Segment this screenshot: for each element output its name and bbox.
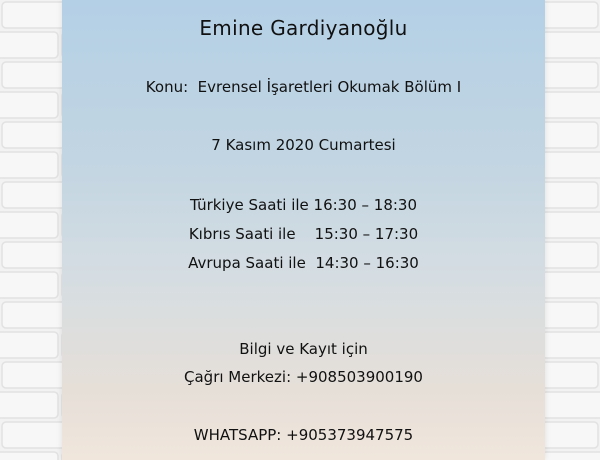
event-poster-card xyxy=(62,0,545,460)
time-cyprus: Kıbrıs Saati ile 15:30 – 17:30 xyxy=(188,225,419,243)
event-date: 7 Kasım 2020 Cumartesi xyxy=(211,136,396,154)
time-europe: Avrupa Saati ile 14:30 – 16:30 xyxy=(188,254,419,272)
whatsapp-number: WHATSAPP: +905373947575 xyxy=(193,426,414,444)
speaker-name: Emine Gardiyanoğlu xyxy=(199,16,408,40)
event-subject: Konu: Evrensel İşaretleri Okumak Bölüm I xyxy=(145,78,462,96)
info-label: Bilgi ve Kayıt için xyxy=(239,340,368,358)
call-center-number: Çağrı Merkezi: +908503900190 xyxy=(184,368,423,386)
time-turkey: Türkiye Saati ile 16:30 – 18:30 xyxy=(189,196,418,214)
